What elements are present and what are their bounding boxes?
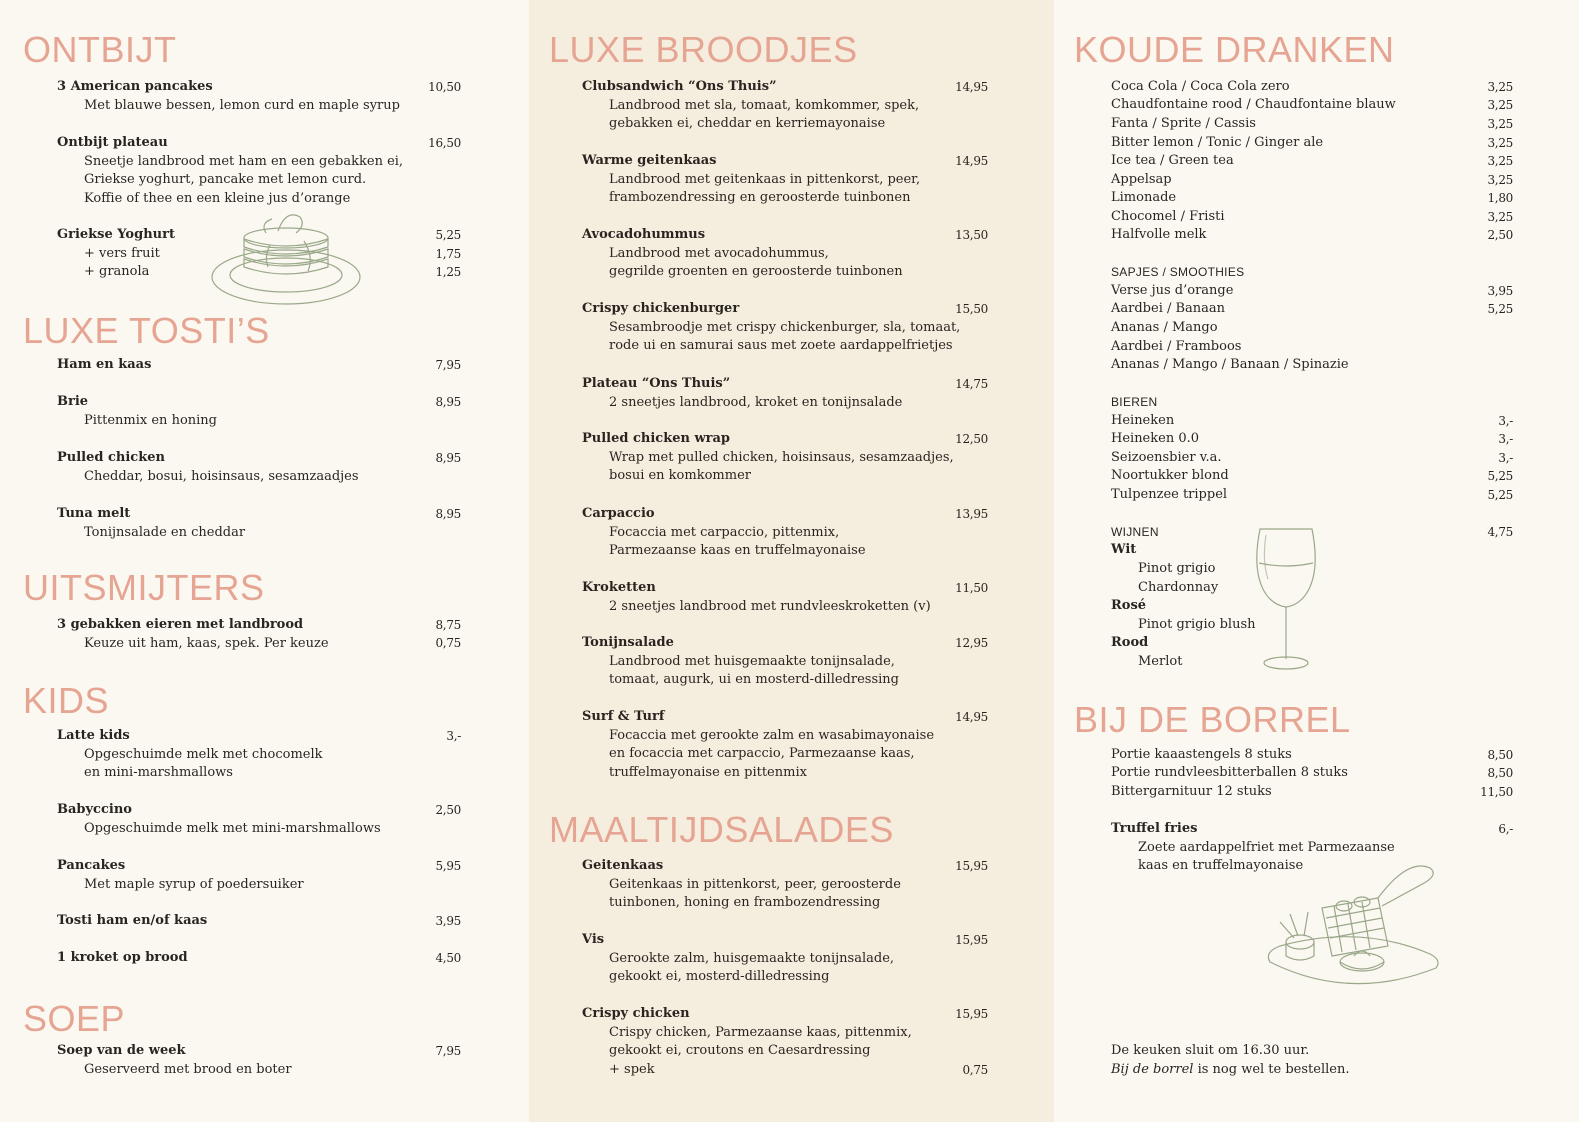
drink-name: Limonade <box>1111 190 1177 205</box>
wine-item: Pinot grigio blush <box>1138 617 1256 632</box>
item-desc: Opgeschuimde melk met mini-marshmallows <box>84 820 381 836</box>
item-desc: tomaat, augurk, ui en mosterd-dilledressing <box>609 672 899 688</box>
item-desc: Tonijnsalade en cheddar <box>84 524 246 540</box>
menu-item <box>582 931 894 987</box>
item-price: 6,- <box>1498 822 1513 836</box>
item-desc: Focaccia met gerookte zalm en wasabimayonaise <box>609 727 935 743</box>
menu-item <box>57 134 403 208</box>
subsection-title-wijnen: WIJNEN <box>1111 525 1159 539</box>
item-price: 15,95 <box>955 859 988 873</box>
drink-price: 5,25 <box>1487 488 1513 502</box>
drink-price: 1,80 <box>1487 191 1513 205</box>
drink-name: Tulpenzee trippel <box>1111 487 1228 502</box>
item-price: 10,50 <box>428 80 461 94</box>
item-price: 13,50 <box>955 228 988 242</box>
menu-item <box>582 78 919 134</box>
menu-item <box>582 579 931 616</box>
item-name: Tonijnsalade <box>582 635 674 650</box>
item-desc: Crispy chicken, Parmezaanse kaas, pittenmix, <box>609 1024 912 1040</box>
drink-price: 3,25 <box>1487 154 1513 168</box>
drink-price: 2,50 <box>1487 228 1513 242</box>
item-desc: Griekse yoghurt, pancake met lemon curd. <box>84 172 367 188</box>
drink-price: 3,- <box>1498 451 1513 465</box>
section-title-dranken: KOUDE DRANKEN <box>1074 29 1395 70</box>
item-extra-price: 0,75 <box>435 636 461 650</box>
section-title-salades: MAALTIJDSALADES <box>549 809 894 850</box>
item-desc: Met blauwe bessen, lemon curd en maple syrup <box>84 97 400 113</box>
item-name: Kroketten <box>582 580 656 595</box>
item-extra-price: 1,25 <box>435 265 461 279</box>
wine-item: Merlot <box>1138 654 1183 669</box>
drink-price: 5,25 <box>1487 302 1513 316</box>
section-title-uitsmijters: UITSMIJTERS <box>23 567 265 608</box>
item-desc: Focaccia met carpaccio, pittenmix, <box>609 524 840 540</box>
menu-item <box>57 857 304 894</box>
item-desc: Zoete aardappelfriet met Parmezaanse <box>1138 839 1395 855</box>
section-title-soep: SOEP <box>23 998 126 1039</box>
item-price: 8,95 <box>435 507 461 521</box>
menu-item <box>582 226 903 282</box>
item-extra-price: 1,75 <box>435 247 461 261</box>
drink-name: Bitter lemon / Tonic / Ginger ale <box>1111 135 1324 150</box>
item-desc: bosui en komkommer <box>609 468 751 484</box>
menu-item <box>582 375 902 412</box>
drink-price: 3,25 <box>1487 80 1513 94</box>
right-panel <box>1054 0 1579 1122</box>
borrel-note <box>1111 1061 1349 1080</box>
item-price: 8,75 <box>435 618 461 632</box>
drink-name: Halfvolle melk <box>1111 227 1207 242</box>
left-panel <box>0 0 529 1122</box>
drink-price: 3,- <box>1498 432 1513 446</box>
section-title-broodjes: LUXE BROODJES <box>549 29 858 70</box>
item-name: Vis <box>582 932 605 947</box>
menu-item <box>582 152 920 208</box>
item-desc: Sneetje landbrood met ham en een gebakken ei, <box>84 153 404 169</box>
item-desc: 2 sneetjes landbrood, kroket en tonijnsalade <box>609 394 903 410</box>
subsection-title-sapjes: SAPJES / SMOOTHIES <box>1111 265 1245 279</box>
snack-price: 8,50 <box>1487 766 1513 780</box>
item-name: 3 gebakken eieren met landbrood <box>57 617 304 632</box>
item-name: Ham en kaas <box>57 357 152 372</box>
item-name: Ontbijt plateau <box>57 135 168 150</box>
item-name: Crispy chickenburger <box>582 301 740 316</box>
item-price: 12,95 <box>955 636 988 650</box>
item-name: Babyccino <box>57 802 132 817</box>
drink-price: 3,25 <box>1487 210 1513 224</box>
section-title-ontbijt: ONTBIJT <box>23 29 177 70</box>
item-desc: rode ui en samurai saus met zoete aardappelfrietjes <box>609 338 953 354</box>
item-price: 13,95 <box>955 507 988 521</box>
item-name: Truffel fries <box>1111 821 1198 836</box>
item-price: 7,95 <box>435 358 461 372</box>
section-title-tostis: LUXE TOSTI’S <box>23 310 270 351</box>
item-desc: gebakken ei, cheddar en kerriemayonaise <box>609 116 886 132</box>
item-price: 14,75 <box>955 377 988 391</box>
menu-item <box>57 949 188 968</box>
menu-item <box>57 356 151 375</box>
item-name: Pulled chicken <box>57 450 165 465</box>
item-price: 8,95 <box>435 395 461 409</box>
item-desc: Landbrood met geitenkaas in pittenkorst, peer, <box>609 171 921 187</box>
drink-name: Ananas / Mango / Banaan / Spinazie <box>1111 357 1349 372</box>
item-name: Tosti ham en/of kaas <box>57 913 208 928</box>
item-name: Brie <box>57 394 89 409</box>
item-desc: Pittenmix en honing <box>84 412 217 428</box>
menu-item <box>582 857 901 913</box>
item-price: 4,50 <box>435 951 461 965</box>
item-price: 15,95 <box>955 933 988 947</box>
section-title-kids: KIDS <box>23 680 110 721</box>
item-desc: Geitenkaas in pittenkorst, peer, geroosterde <box>609 876 901 892</box>
drink-name: Coca Cola / Coca Cola zero <box>1111 79 1290 94</box>
item-desc: Cheddar, bosui, hoisinsaus, sesamzaadjes <box>84 468 359 484</box>
item-desc: en focaccia met carpaccio, Parmezaanse kaas, <box>609 746 915 762</box>
borrel-note-rest: is nog wel te bestellen. <box>1193 1062 1350 1077</box>
item-name: 3 American pancakes <box>57 79 213 94</box>
wine-category: Rood <box>1111 635 1149 650</box>
menu-item <box>57 78 400 115</box>
snack-price: 8,50 <box>1487 748 1513 762</box>
wine-category: Rosé <box>1111 598 1147 613</box>
drink-name: Ice tea / Green tea <box>1111 153 1234 168</box>
item-desc: Geserveerd met brood en boter <box>84 1061 292 1077</box>
item-desc: kaas en truffelmayonaise <box>1138 858 1304 874</box>
item-desc: tuinbonen, honing en frambozendressing <box>609 895 881 911</box>
item-name: Geitenkaas <box>582 858 664 873</box>
drink-price: 3,- <box>1498 414 1513 428</box>
borrel-note-italic: Bij de borrel <box>1111 1062 1194 1077</box>
item-desc: Landbrood met huisgemaakte tonijnsalade, <box>609 653 895 669</box>
snack-name: Bittergarnituur 12 stuks <box>1111 784 1272 799</box>
drink-price: 4,75 <box>1487 525 1513 539</box>
item-desc: Gerookte zalm, huisgemaakte tonijnsalade, <box>609 950 895 966</box>
item-price: 15,50 <box>955 302 988 316</box>
drink-name: Verse jus d’orange <box>1111 283 1234 298</box>
menu-item <box>57 616 329 653</box>
item-desc: Met maple syrup of poedersuiker <box>84 876 304 892</box>
item-desc: + granola <box>84 264 150 280</box>
snack-name: Portie rundvleesbitterballen 8 stuks <box>1111 765 1348 780</box>
menu-item <box>57 393 217 430</box>
item-desc: Sesambroodje met crispy chickenburger, sla, tomaat, <box>609 319 961 335</box>
item-price: 2,50 <box>435 803 461 817</box>
drink-price: 5,25 <box>1487 469 1513 483</box>
item-extra-price: 0,75 <box>962 1063 988 1077</box>
item-desc: Keuze uit ham, kaas, spek. Per keuze <box>84 635 329 651</box>
drink-price: 3,25 <box>1487 98 1513 112</box>
item-name: Avocadohummus <box>582 227 706 242</box>
middle-panel <box>529 0 1054 1122</box>
wine-item: Pinot grigio <box>1138 561 1216 576</box>
menu-item <box>582 505 866 561</box>
menu-item <box>582 1005 912 1079</box>
menu-item <box>57 505 245 542</box>
drink-name: Aardbei / Banaan <box>1111 301 1226 316</box>
item-price: 15,95 <box>955 1007 988 1021</box>
menu-item <box>57 912 207 931</box>
item-desc: + vers fruit <box>84 245 160 261</box>
item-price: 14,95 <box>955 710 988 724</box>
item-desc: en mini-marshmallows <box>84 765 233 781</box>
item-desc: Landbrood met avocadohummus, <box>609 245 829 261</box>
item-name: Pulled chicken wrap <box>582 431 731 446</box>
menu-item <box>57 801 381 838</box>
menu-item <box>582 300 960 356</box>
menu-item <box>582 634 899 690</box>
item-desc: frambozendressing en geroosterde tuinbonen <box>609 190 911 206</box>
item-desc: Wrap met pulled chicken, hoisinsaus, sesamzaadjes, <box>609 449 954 465</box>
drink-name: Noortukker blond <box>1111 468 1229 483</box>
fries-basket-illustration-icon <box>1264 862 1444 990</box>
item-desc: gekookt ei, croutons en Caesardressing <box>609 1043 871 1059</box>
wine-category: Wit <box>1111 542 1137 557</box>
drink-name: Aardbei / Framboos <box>1111 339 1242 354</box>
drink-price: 3,95 <box>1487 284 1513 298</box>
item-name: Surf & Turf <box>582 709 665 724</box>
drink-name: Heineken <box>1111 413 1175 428</box>
item-desc: Koffie of thee en een kleine jus d’orange <box>84 190 351 206</box>
item-price: 16,50 <box>428 136 461 150</box>
item-desc: gegrilde groenten en geroosterde tuinbonen <box>609 264 903 280</box>
item-name: Plateau “Ons Thuis” <box>582 376 731 391</box>
drink-name: Seizoensbier v.a. <box>1111 450 1222 465</box>
menu-item <box>57 449 359 486</box>
item-price: 3,- <box>446 729 461 743</box>
drink-price: 3,25 <box>1487 136 1513 150</box>
drink-name: Ananas / Mango <box>1111 320 1218 335</box>
item-desc: truffelmayonaise en pittenmix <box>609 764 807 780</box>
item-name: Latte kids <box>57 728 130 743</box>
item-desc: + spek <box>609 1061 655 1077</box>
snack-price: 11,50 <box>1480 785 1513 799</box>
wine-glass-illustration-icon <box>1252 525 1320 675</box>
item-desc: Parmezaanse kaas en truffelmayonaise <box>609 543 866 559</box>
menu-item <box>57 226 175 282</box>
wine-item: Chardonnay <box>1138 580 1219 595</box>
item-desc: gekookt ei, mosterd-dilledressing <box>609 969 830 985</box>
item-price: 14,95 <box>955 80 988 94</box>
item-name: 1 kroket op brood <box>57 950 188 965</box>
drink-name: Fanta / Sprite / Cassis <box>1111 116 1256 131</box>
pancakes-illustration-icon <box>208 205 366 310</box>
drink-name: Heineken 0.0 <box>1111 431 1200 446</box>
item-name: Tuna melt <box>57 506 131 521</box>
subsection-title-bieren: BIEREN <box>1111 395 1158 409</box>
item-desc: Opgeschuimde melk met chocomelk <box>84 746 323 762</box>
item-price: 5,95 <box>435 859 461 873</box>
item-name: Crispy chicken <box>582 1006 690 1021</box>
drink-name: Chocomel / Fristi <box>1111 209 1225 224</box>
item-name: Clubsandwich “Ons Thuis” <box>582 79 777 94</box>
item-price: 3,95 <box>435 914 461 928</box>
item-price: 7,95 <box>435 1044 461 1058</box>
item-name: Soep van de week <box>57 1043 186 1058</box>
item-desc: Landbrood met sla, tomaat, komkommer, spek, <box>609 97 920 113</box>
item-price: 11,50 <box>955 581 988 595</box>
drink-price: 3,25 <box>1487 173 1513 187</box>
item-price: 12,50 <box>955 432 988 446</box>
menu-item <box>582 430 954 486</box>
drink-name: Appelsap <box>1111 172 1172 187</box>
item-price: 8,95 <box>435 451 461 465</box>
item-price: 5,25 <box>435 228 461 242</box>
menu-item <box>57 1042 292 1079</box>
drink-name: Chaudfontaine rood / Chaudfontaine blauw <box>1111 97 1396 112</box>
snack-name: Portie kaaastengels 8 stuks <box>1111 747 1292 762</box>
kitchen-closing-note: De keuken sluit om 16.30 uur. <box>1111 1043 1310 1058</box>
item-name: Pancakes <box>57 858 126 873</box>
item-name: Warme geitenkaas <box>582 153 717 168</box>
item-price: 14,95 <box>955 154 988 168</box>
menu-item <box>582 708 934 782</box>
section-title-borrel: BIJ DE BORREL <box>1074 699 1351 740</box>
menu-item <box>57 727 323 783</box>
item-name: Carpaccio <box>582 506 655 521</box>
drink-price: 3,25 <box>1487 117 1513 131</box>
item-desc: 2 sneetjes landbrood met rundvleeskroketten (v) <box>609 598 931 614</box>
item-name: Griekse Yoghurt <box>57 227 175 242</box>
